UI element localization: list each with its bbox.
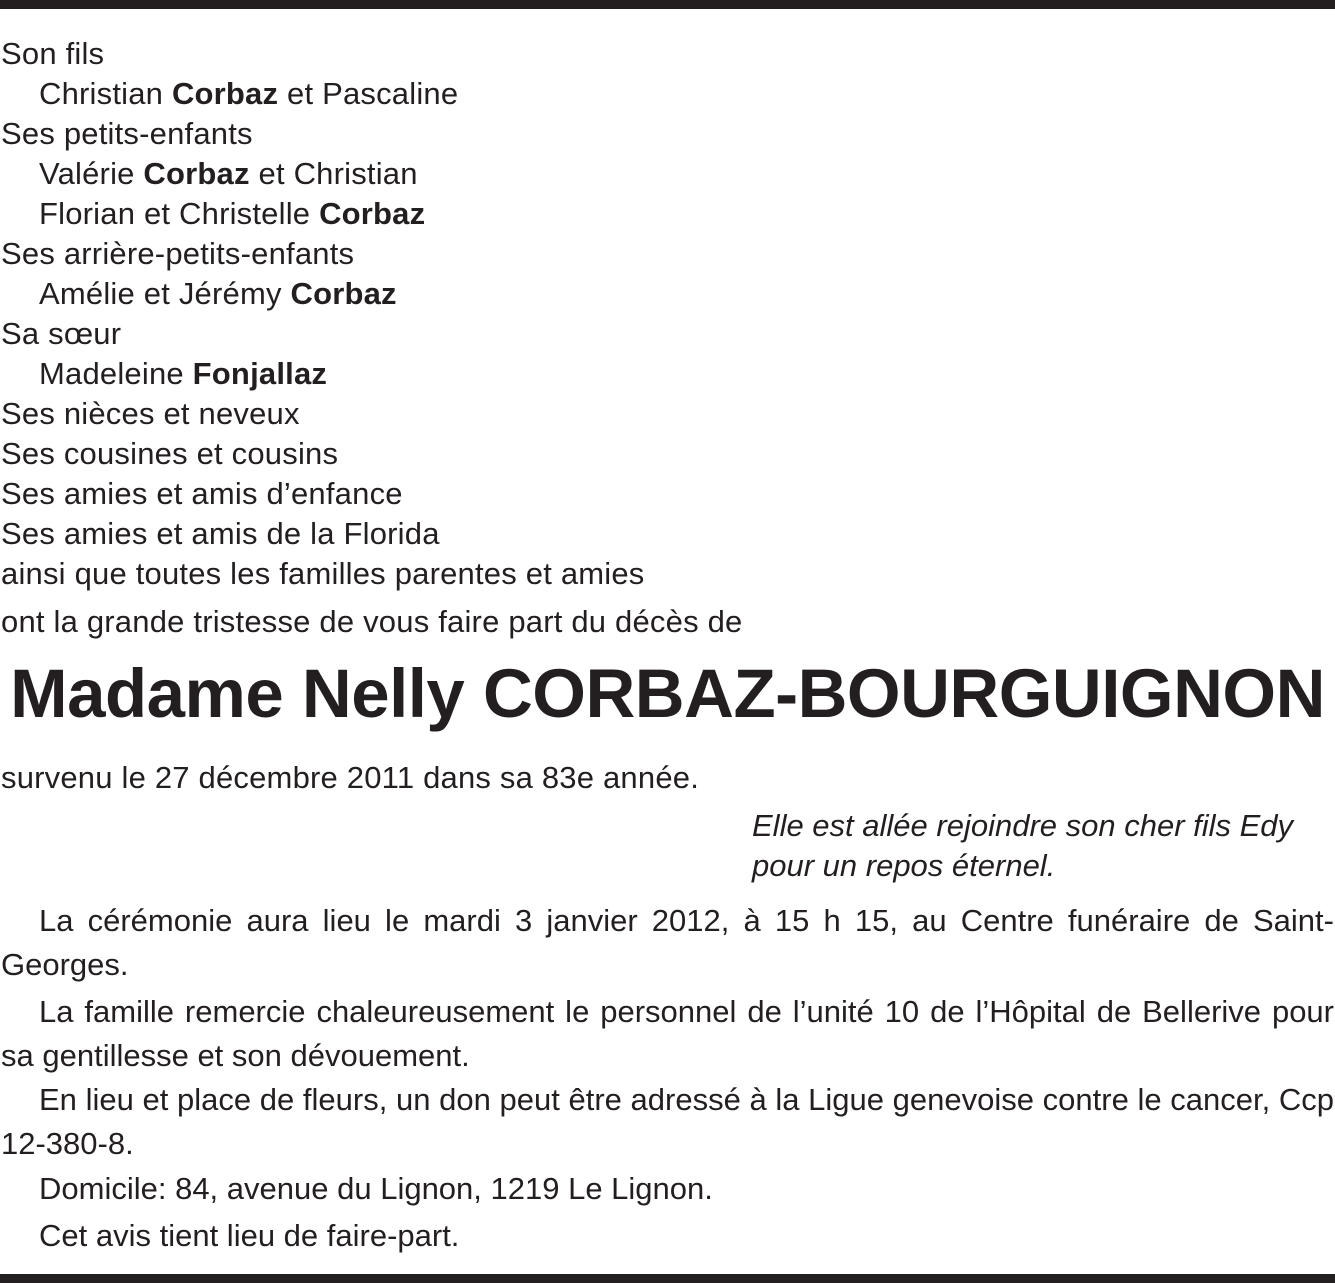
deceased-name: Madame Nelly CORBAZ-BOURGUIGNON [10, 655, 1325, 732]
family-line-4: Valérie Corbaz et Christian [39, 156, 418, 191]
family-line-11: Ses cousines et cousins [1, 436, 339, 471]
surname: Corbaz [290, 276, 397, 311]
family-line-6: Ses arrière-petits-enfants [1, 236, 355, 271]
bottom-rule [0, 1274, 1335, 1283]
donation-paragraph: En lieu et place de fleurs, un don peut être adressé à la Ligue genevoise contre le cancer, Ccp 12-380-8. [1, 1082, 1334, 1161]
notice-paragraph: Cet avis tient lieu de faire-part. [39, 1218, 460, 1253]
family-line-8: Sa sœur [1, 316, 122, 351]
thanks-paragraph: La famille remercie chaleureusement le personnel de l’unité 10 de l’Hôpital de Bellerive pour sa gentillesse et son dévouement. [1, 994, 1334, 1073]
surname: Fonjallaz [192, 356, 328, 391]
family-line-14: ainsi que toutes les familles parentes et amies [1, 556, 645, 591]
quote-line-1: Elle est allée rejoindre son cher fils Edy [752, 808, 1294, 843]
death-info: survenu le 27 décembre 2011 dans sa 83e année. [1, 760, 700, 795]
family-line-2: Christian Corbaz et Pascaline [39, 76, 459, 111]
family-line-13: Ses amies et amis de la Florida [1, 516, 440, 551]
ceremony-paragraph: La cérémonie aura lieu le mardi 3 janvier 2012, à 15 h 15, au Centre funéraire de Saint-Georges. [1, 903, 1334, 982]
surname: Corbaz [171, 76, 279, 111]
family-line-1: Son fils [1, 36, 105, 71]
family-line-5: Florian et Christelle Corbaz [39, 196, 426, 231]
announcement-text: ont la grande tristesse de vous faire part du décès de [1, 604, 743, 639]
family-line-10: Ses nièces et neveux [1, 396, 300, 431]
quote-line-2: pour un repos éternel. [752, 848, 1056, 883]
address-paragraph: Domicile: 84, avenue du Lignon, 1219 Le Lignon. [39, 1171, 713, 1206]
surname: Corbaz [143, 156, 250, 191]
family-line-12: Ses amies et amis d’enfance [1, 476, 403, 511]
family-line-7: Amélie et Jérémy Corbaz [39, 276, 397, 311]
top-rule [0, 0, 1335, 9]
family-line-3: Ses petits-enfants [1, 116, 253, 151]
surname: Corbaz [319, 196, 426, 231]
family-line-9: Madeleine Fonjallaz [39, 356, 328, 391]
